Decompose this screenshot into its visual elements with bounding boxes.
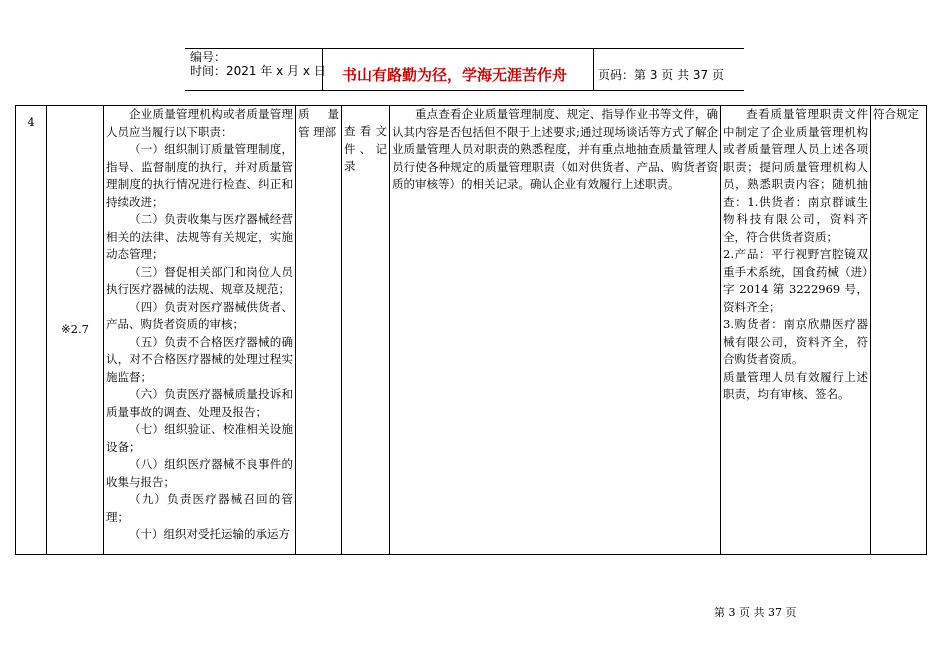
page-footer: 第 3 页 共 37 页 xyxy=(714,606,797,619)
method-text: 查 看 文件 、 记录 xyxy=(344,124,387,173)
requirement-line: （八）组织医疗器械不良事件的收集与报告； xyxy=(106,457,293,489)
header-meta xyxy=(190,50,326,78)
header-motto: 书山有路勤为径，学海无涯苦作舟 xyxy=(342,66,568,84)
requirement-line: （五）负责不合格医疗器械的确认，对不合格医疗器械的处理过程实施监督； xyxy=(106,334,293,384)
method-cell xyxy=(342,106,390,555)
requirement-line: （六）负责医疗器械质量投诉和质量事故的调查、处理及报告； xyxy=(106,387,293,419)
requirement-line: （一）组织制订质量管理制度，指导、监督制度的执行，并对质量管理制度的执行情况进行检查、纠正和持续改进； xyxy=(106,142,293,209)
requirement-line: （七）组织验证、校准相关设施设备； xyxy=(106,422,293,454)
header-bottom-rule xyxy=(185,90,744,91)
header-divider-2 xyxy=(593,48,594,90)
requirement-line: （四）负责对医疗器械供货者、产品、购货者资质的审核； xyxy=(106,299,293,331)
requirement-line: （三）督促相关部门和岗位人员执行医疗器械的法规、规章及规范； xyxy=(106,264,293,296)
inspection-table xyxy=(15,105,927,555)
guidance-text: 重点查看企业质量管理制度、规定、指导作业书等文件，确认其内容是否包括但不限于上述要求;通过现场谈话等方式了解企业质量管理人员对职责的熟悉程度，并有重点地抽查质量管理人员行使各种规定的质量管理职责（如对供货者、产品、购货者资质的审核等）的相关记录。确认企业有效履行上述职责。 xyxy=(392,107,718,191)
document-number-label: 编号： xyxy=(190,50,227,64)
findings-line: 质量管理人员有效履行上述职责，均有审核、签名。 xyxy=(723,369,868,401)
findings-line: 2.产品：平行视野宫腔镜双重手术系统，国食药械（进）字 2014 第 3222969 号，资料齐全； xyxy=(723,247,868,314)
requirement-line: 企业质量管理机构或者质量管理人员应当履行以下职责： xyxy=(106,107,293,139)
header-top-rule xyxy=(185,48,744,49)
table-row xyxy=(16,106,927,555)
header-page-info: 页码：第 3 页 共 37 页 xyxy=(598,68,724,82)
conclusion-cell: 符合规定 xyxy=(871,106,927,555)
findings-line: 查看质量管理职责文件中制定了企业质量管理机构或者质量管理人员上述各项职责；提问质量管理机构人员，熟悉职责内容；随机抽查：1.供货者：南京群诚生物科技有限公司，资料齐全，符合供货者资质； xyxy=(723,107,868,244)
guidance-cell xyxy=(390,106,721,555)
document-time-label: 时间：2021 年 x 月 x 日 xyxy=(190,64,326,78)
department-cell: 质 量 管 理部 xyxy=(296,106,342,555)
row-index: 4 xyxy=(16,106,47,555)
requirement-line: （十）组织对受托运输的承运方 xyxy=(129,527,290,541)
requirement-line: （二）负责收集与医疗器械经营相关的法律、法规等有关规定，实施动态管理； xyxy=(106,212,293,261)
requirement-cell xyxy=(104,106,296,555)
findings-cell xyxy=(721,106,871,555)
clause-code: ※2.7 xyxy=(47,106,104,555)
findings-line: 3.购货者：南京欣鼎医疗器械有限公司，资料齐全，符合购货者资质。 xyxy=(723,317,868,366)
requirement-line: （九）负责医疗器械召回的管理； xyxy=(106,492,293,524)
